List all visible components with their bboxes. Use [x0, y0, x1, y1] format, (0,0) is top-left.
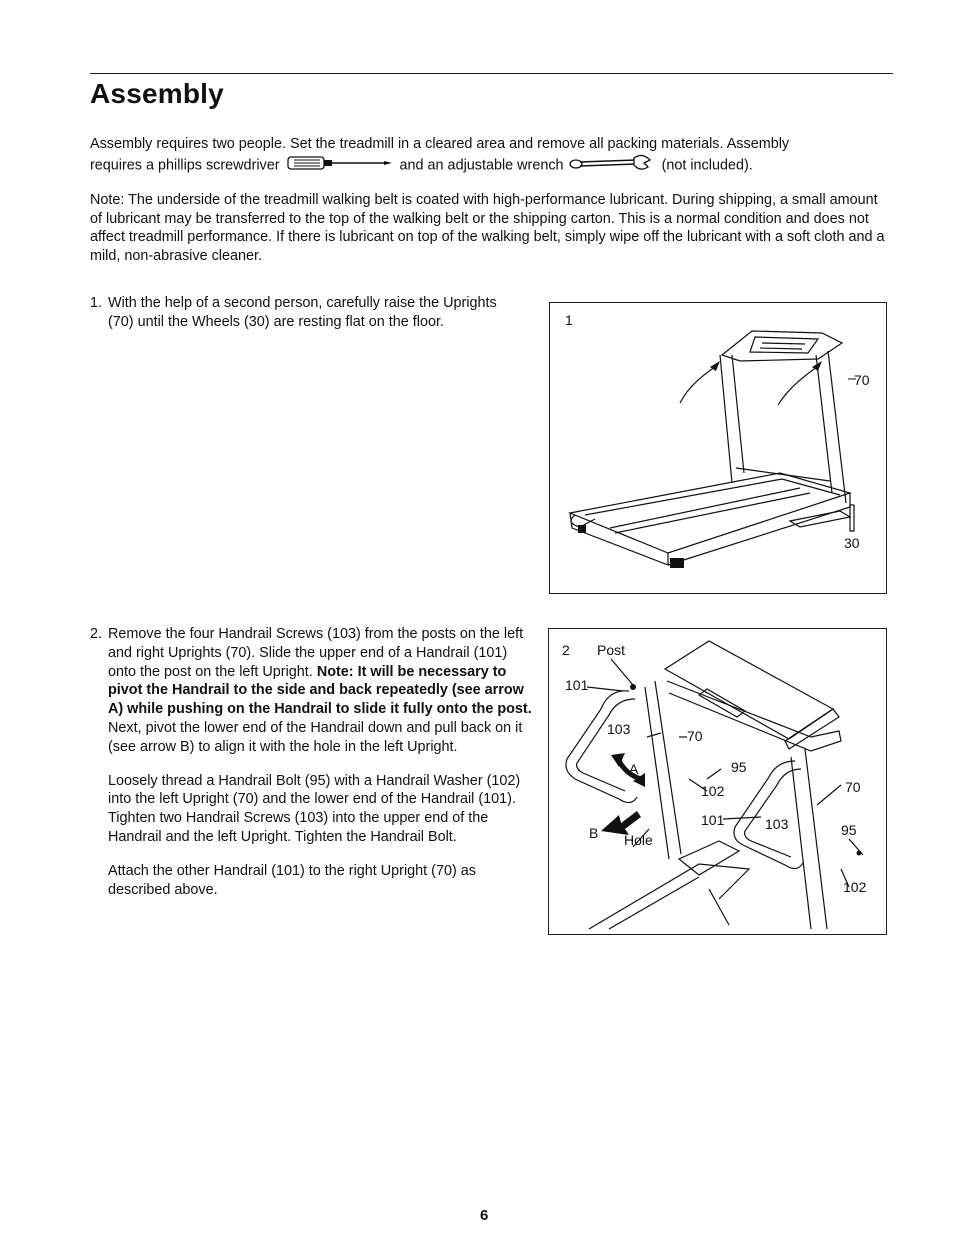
page-number: 6: [480, 1207, 489, 1224]
figure-1-number: 1: [565, 312, 573, 328]
figure-1-treadmill-uprights: [549, 302, 887, 594]
intro-paragraph: [90, 135, 885, 177]
callout-102-washer: 102: [701, 783, 725, 799]
figure-1-drawing: [550, 303, 886, 593]
callout-95-bolt: 95: [731, 759, 747, 775]
lubricant-note: Note: The underside of the treadmill walking belt is coated with high-performance lubricant. During shipping, a small amount of lubricant may be transferred to the top of the walking belt or the shipping carton. This is a normal condition and does not affect treadmill performance. If there is lubricant on top of the walking belt, simply wipe off the lubricant with a soft cloth and a mild, non-abrasive cleaner.: [90, 192, 885, 264]
callout-70-upright: 70: [687, 728, 703, 744]
callout-103-screw-b: 103: [765, 816, 789, 832]
figure-2-drawing: [549, 629, 886, 934]
arrow-b-label: B: [589, 825, 599, 841]
page-title: Assembly: [90, 78, 224, 109]
intro-screwdriver-text: requires a phillips screwdriver: [90, 157, 280, 174]
screwdriver-icon: [284, 155, 396, 177]
step-2-paragraph-2: Loosely thread a Handrail Bolt (95) with a Handrail Washer (102) into the left Upright (70) and the lower end of the Handrail (101). Tighten two Handrail Screws (103) into the upper end of the Handrail and the left Upright. Tighten the Handrail Bolt.: [108, 772, 521, 845]
step-2-p1-text-a: Remove the four Handrail Screws (103) from the posts on the left and right Uprights (70). Slide the upper end of a Handrail (101) onto the post on the left Upright.: [108, 626, 524, 680]
callout-101-handrail: 101: [565, 677, 589, 693]
figure-2-number: 2: [562, 642, 570, 658]
step-2-number: 2.: [90, 626, 103, 642]
header-rule: [90, 73, 893, 74]
callout-30-wheels: 30: [844, 535, 860, 551]
step-2-paragraph-3: Attach the other Handrail (101) to the right Upright (70) as described above.: [108, 862, 476, 898]
callout-103-screw: 103: [607, 721, 631, 737]
step-1-text: With the help of a second person, carefully raise the Uprights (70) until the Wheels (30) are resting flat on the floor.: [108, 295, 497, 330]
callout-102-washer-b: 102: [843, 879, 867, 895]
wrench-icon: [568, 154, 658, 178]
figure-2-handrail-assembly: [548, 628, 887, 935]
callout-hole: Hole: [624, 832, 653, 848]
intro-not-included-text: (not included).: [661, 157, 753, 174]
callout-70-upright-b: 70: [845, 779, 861, 795]
step-2-body: [108, 625, 533, 899]
step-2-p1-text-b: Next, pivot the lower end of the Handrail down and pull back on it (see arrow B) to align it with the hole in the left Upright.: [108, 719, 523, 755]
intro-line-2: [90, 154, 885, 178]
step-1-number: 1.: [90, 295, 103, 311]
step-2-paragraph-1: [108, 625, 533, 757]
callout-101-handrail-b: 101: [701, 812, 725, 828]
step-2-note-bold: Note: It will be necessary to pivot the Handrail to the side and back repeatedly (see arrow A) while pushing on the Handrail to slide it fully onto the post.: [108, 663, 532, 718]
callout-95-bolt-b: 95: [841, 822, 857, 838]
intro-wrench-text: and an adjustable wrench: [399, 157, 564, 174]
callout-70-uprights: 70: [854, 372, 870, 388]
callout-post: Post: [597, 642, 626, 658]
arrow-a-label: A: [629, 761, 639, 777]
intro-line-1: Assembly requires two people. Set the treadmill in a cleared area and remove all packing materials. Assembly: [90, 136, 790, 152]
